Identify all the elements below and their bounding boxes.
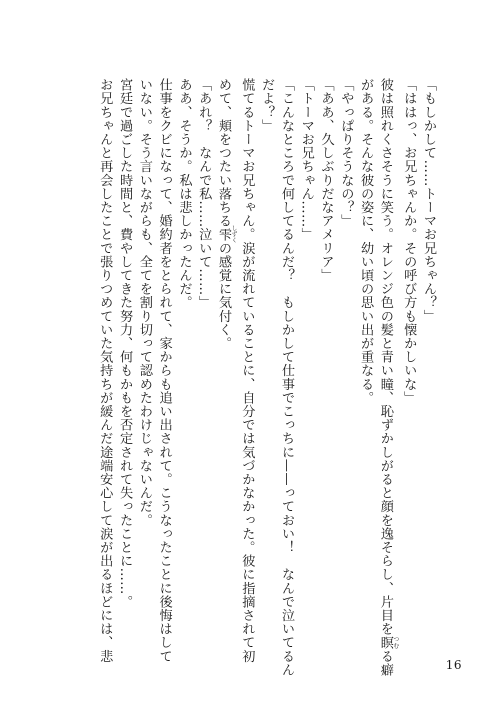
vertical-text-block [90,78,438,677]
text-line-17: お兄ちゃんと再会したことで張りつめていた気持ちが緩んだ途端安心して涙が出るほどには、悲 [97,78,113,663]
text-line-5: 「やっぱりそうなの？」 [338,78,354,228]
text-line-16: 宮廷で過ごした時間と、費やしてきた努力、何もかもを否定されて失ったことに……。 [117,78,133,609]
text-line-10: 慌てるトーマお兄ちゃん。涙が流れていることに、自分では気づかなかった。彼に指摘されて初 [239,78,255,663]
text-line-3 [375,78,399,677]
text-line-12: 「あれ？ なんで私……泣いて……」 [196,78,212,310]
text-line-2: 「ははっ、お兄ちゃんか。その呼び方も懐かしいな」 [401,78,417,405]
text-line-15: いない。そう言いながらも、全てを割り切って認めたわけじゃないんだ。 [136,78,152,527]
text-line-9: だよ？」 [259,78,275,133]
text-line-8: 「こんなところで何してるんだ？ もしかして仕事でこっちに——っておい！ なんで泣いてるん [278,78,294,677]
text-line-3-body: 彼は照れくさそうに笑う。オレンジ色の髪と青い瞳、恥ずかしがると顔を逸そらし、片目を瞑 つむる癖 [377,78,399,677]
text-line-11: めて、頬をつたい落ちる雫 しずくの感覚に気付く。 [216,78,238,351]
text-line-13: ああ、そうか。私は悲しかったんだ。 [176,78,192,310]
text-line-6: 「ああ、久しぶりだなアメリア」 [318,78,334,282]
text-line-1: 「もしかして……トーマお兄ちゃん？」 [421,78,436,323]
text-line-7: 「トーマお兄ちゃん……」 [298,78,314,242]
text-line-4: がある。そんな彼の姿に、幼い頃の思い出が重なる。 [358,78,374,405]
text-line-14: 仕事をクビになって、婚約者をとられて、家からも追い出されて。こうなったことに後悔はして [156,78,172,663]
ruby-tsumuru: 瞑 つむ [377,635,399,650]
page-number: 16 [445,658,462,672]
ruby-shizuku: 雫 しずく [216,225,238,244]
